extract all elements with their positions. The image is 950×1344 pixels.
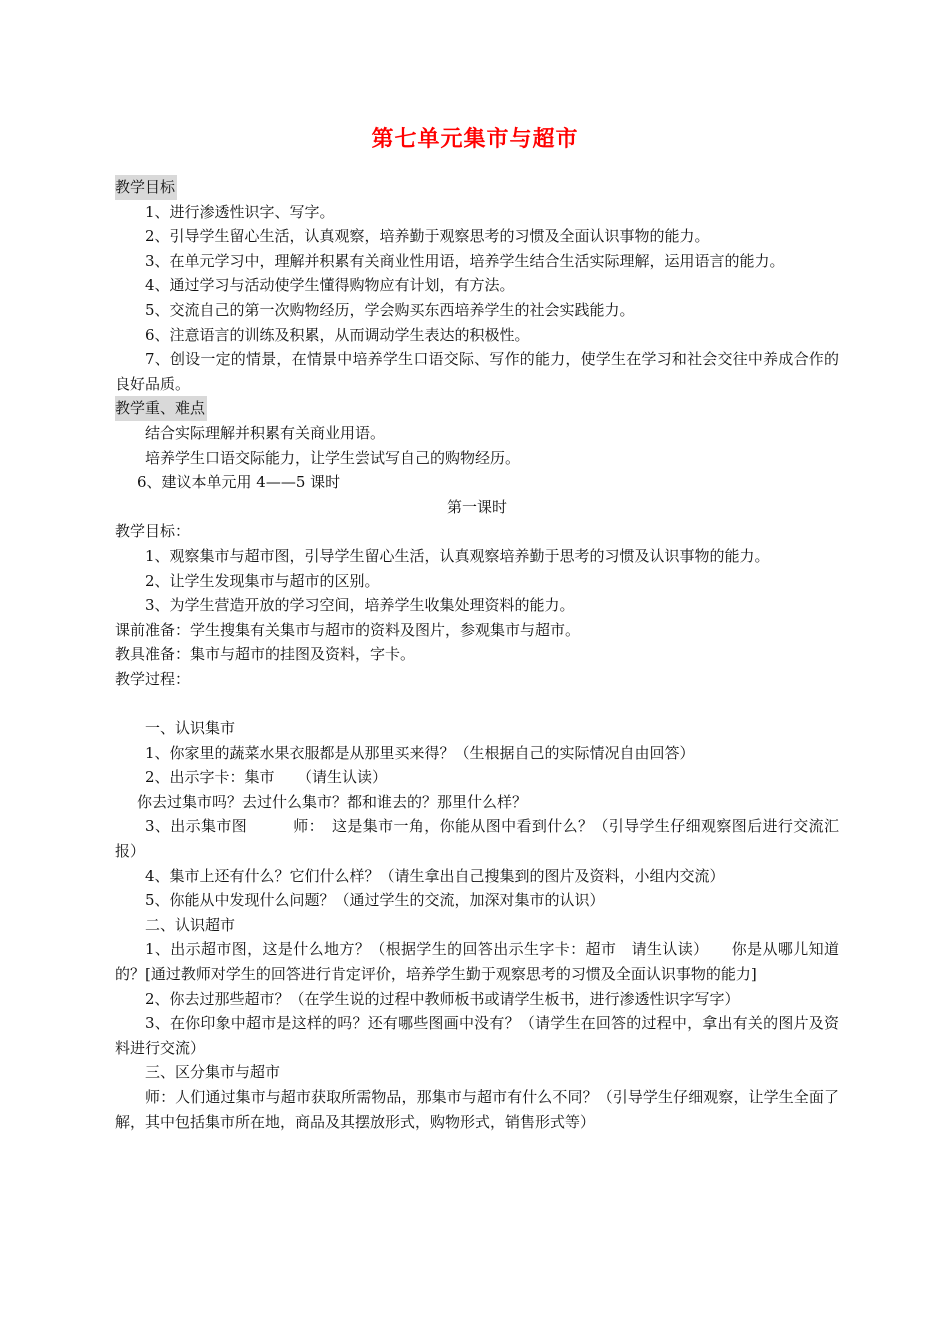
part-item: 2、出示字卡：集市 （请生认读） — [145, 768, 388, 787]
goal-item: 5、交流自己的第一次购物经历，学会购买东西培养学生的社会实践能力。 — [145, 300, 635, 319]
part-item: 4、集市上还有什么？它们什么样？（请生拿出自己搜集到的图片及资料，小组内交流） — [145, 866, 725, 885]
key-point-item: 培养学生口语交际能力，让学生尝试写自己的购物经历。 — [145, 448, 521, 467]
part-heading: 一、认识集市 — [145, 719, 236, 738]
part-item: 2、你去过那些超市？（在学生说的过程中教师板书或请学生板书，进行渗透性识字写字） — [145, 989, 740, 1008]
part-item: 5、你能从中发现什么问题？（通过学生的交流，加深对集市的认识） — [145, 891, 605, 910]
schedule-note: 6、建议本单元用 4——5 课时 — [137, 473, 341, 492]
part-item: 你去过集市吗？去过什么集市？都和谁去的？那里什么样？ — [137, 792, 528, 811]
document-body — [115, 175, 839, 1134]
part-item: 师：人们通过集市与超市获取所需物品，那集市与超市有什么不同？（引导学生仔细观察，让学生全面了解，其中包括集市所在地，商品及其摆放形式，购物形式，销售形式等） — [115, 1087, 839, 1131]
blank-line — [115, 691, 839, 716]
part-item: 1、你家里的蔬菜水果衣服都是从那里买来得？（生根据自己的实际情况自由回答） — [145, 743, 695, 762]
part-heading: 二、认识超市 — [145, 915, 236, 934]
part-item: 3、出示集市图 师： 这是集市一角，你能从图中看到什么？（引导学生仔细观察图后进行交流汇报） — [115, 817, 839, 861]
lesson-title: 第一课时 — [446, 497, 507, 516]
goal-item: 7、创设一定的情景，在情景中培养学生口语交际、写作的能力，使学生在学习和社会交往中养成合作的良好品质。 — [115, 350, 839, 393]
part-heading: 三、区分集市与超市 — [145, 1063, 281, 1082]
goal-item: 1、进行渗透性识字、写字。 — [145, 202, 335, 221]
part-item: 1、出示超市图，这是什么地方？（根据学生的回答出示生字卡：超市 请生认读） 你是从哪儿知道的？[通过教师对学生的回答进行肯定评价，培养学生勤于观察思考的习惯及全面认识事物的能力] — [115, 940, 839, 983]
part-item: 3、在你印象中超市是这样的吗？还有哪些图画中没有？（请学生在回答的过程中，拿出有关的图片及资料进行交流） — [115, 1014, 839, 1057]
lesson-goals-label: 教学目标： — [115, 522, 191, 541]
student-preparation: 课前准备：学生搜集有关集市与超市的资料及图片，参观集市与超市。 — [115, 620, 581, 639]
section-heading-key-points: 教学重、难点 — [115, 396, 839, 421]
key-point-item: 结合实际理解并积累有关商业用语。 — [145, 423, 386, 442]
document-title: 第七单元集市与超市 — [371, 126, 579, 152]
goal-item: 3、在单元学习中，理解并积累有关商业性用语，培养学生结合生活实际理解，运用语言的能力。 — [145, 251, 785, 270]
lesson-goal-item: 3、为学生营造开放的学习空间，培养学生收集处理资料的能力。 — [145, 596, 575, 615]
teaching-aids: 教具准备：集市与超市的挂图及资料，字卡。 — [115, 645, 416, 664]
goal-item: 2、引导学生留心生活，认真观察，培养勤于观察思考的习惯及全面认识事物的能力。 — [145, 227, 710, 246]
lesson-goal-item: 1、观察集市与超市图，引导学生留心生活，认真观察培养勤于思考的习惯及认识事物的能力。 — [145, 546, 770, 565]
goal-item: 4、通过学习与活动使学生懂得购物应有计划，有方法。 — [145, 276, 515, 295]
process-label: 教学过程： — [115, 669, 191, 688]
lesson-goal-item: 2、让学生发现集市与超市的区别。 — [145, 571, 380, 590]
goal-item: 6、注意语言的训练及积累，从而调动学生表达的积极性。 — [145, 325, 530, 344]
section-heading-goals: 教学目标 — [115, 175, 839, 200]
